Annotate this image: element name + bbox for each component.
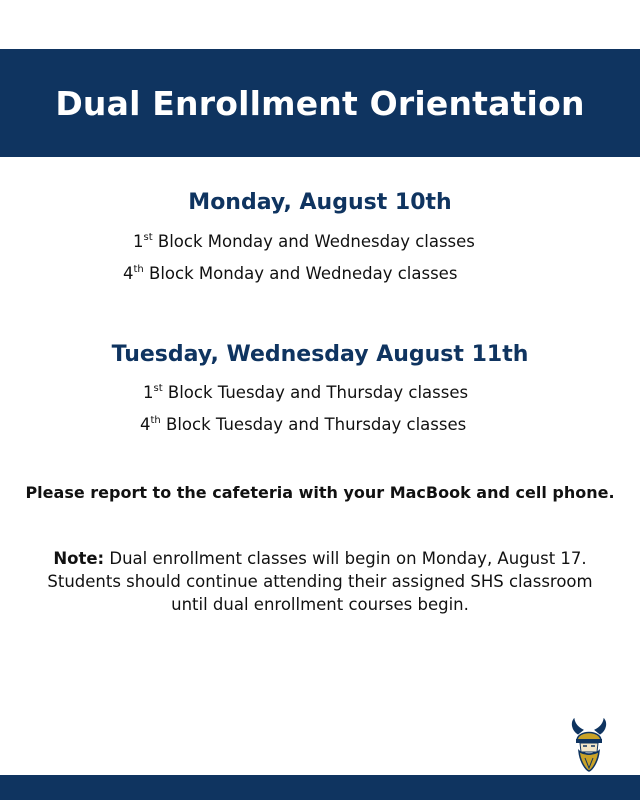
title-banner	[0, 49, 640, 157]
report-instructions: Please report to the cafeteria with your MacBook and cell phone.	[25, 483, 615, 502]
ordinal-number: 1	[133, 232, 144, 251]
ordinal-number: 4	[140, 415, 151, 434]
tuesday-heading: Tuesday, Wednesday August 11th	[111, 342, 529, 367]
ordinal-number: 1	[143, 383, 154, 402]
ordinal-suffix: st	[153, 383, 163, 394]
block-description: Block Tuesday and Thursday classes	[160, 415, 467, 434]
ordinal-suffix: th	[150, 415, 161, 426]
ordinal-number: 4	[123, 264, 134, 283]
tuesday-line-1	[143, 383, 468, 402]
ordinal-suffix: st	[143, 232, 153, 243]
viking-mascot-icon	[568, 718, 610, 772]
monday-heading: Monday, August 10th	[188, 190, 452, 215]
note-label: Note:	[53, 549, 105, 568]
ordinal-suffix: th	[133, 264, 144, 275]
note-paragraph	[40, 547, 600, 616]
block-description: Block Tuesday and Thursday classes	[162, 383, 469, 402]
monday-line-1	[133, 232, 475, 251]
monday-line-2	[123, 264, 457, 283]
note-text: Dual enrollment classes will begin on Monday, August 17. Students should continue attending their assigned SHS classroom until dual enrollment courses begin.	[47, 549, 593, 614]
tuesday-line-2	[140, 415, 466, 434]
block-description: Block Monday and Wedneday classes	[143, 264, 458, 283]
block-description: Block Monday and Wednesday classes	[152, 232, 475, 251]
page-title: Dual Enrollment Orientation	[55, 83, 585, 123]
footer-bar	[0, 775, 640, 800]
